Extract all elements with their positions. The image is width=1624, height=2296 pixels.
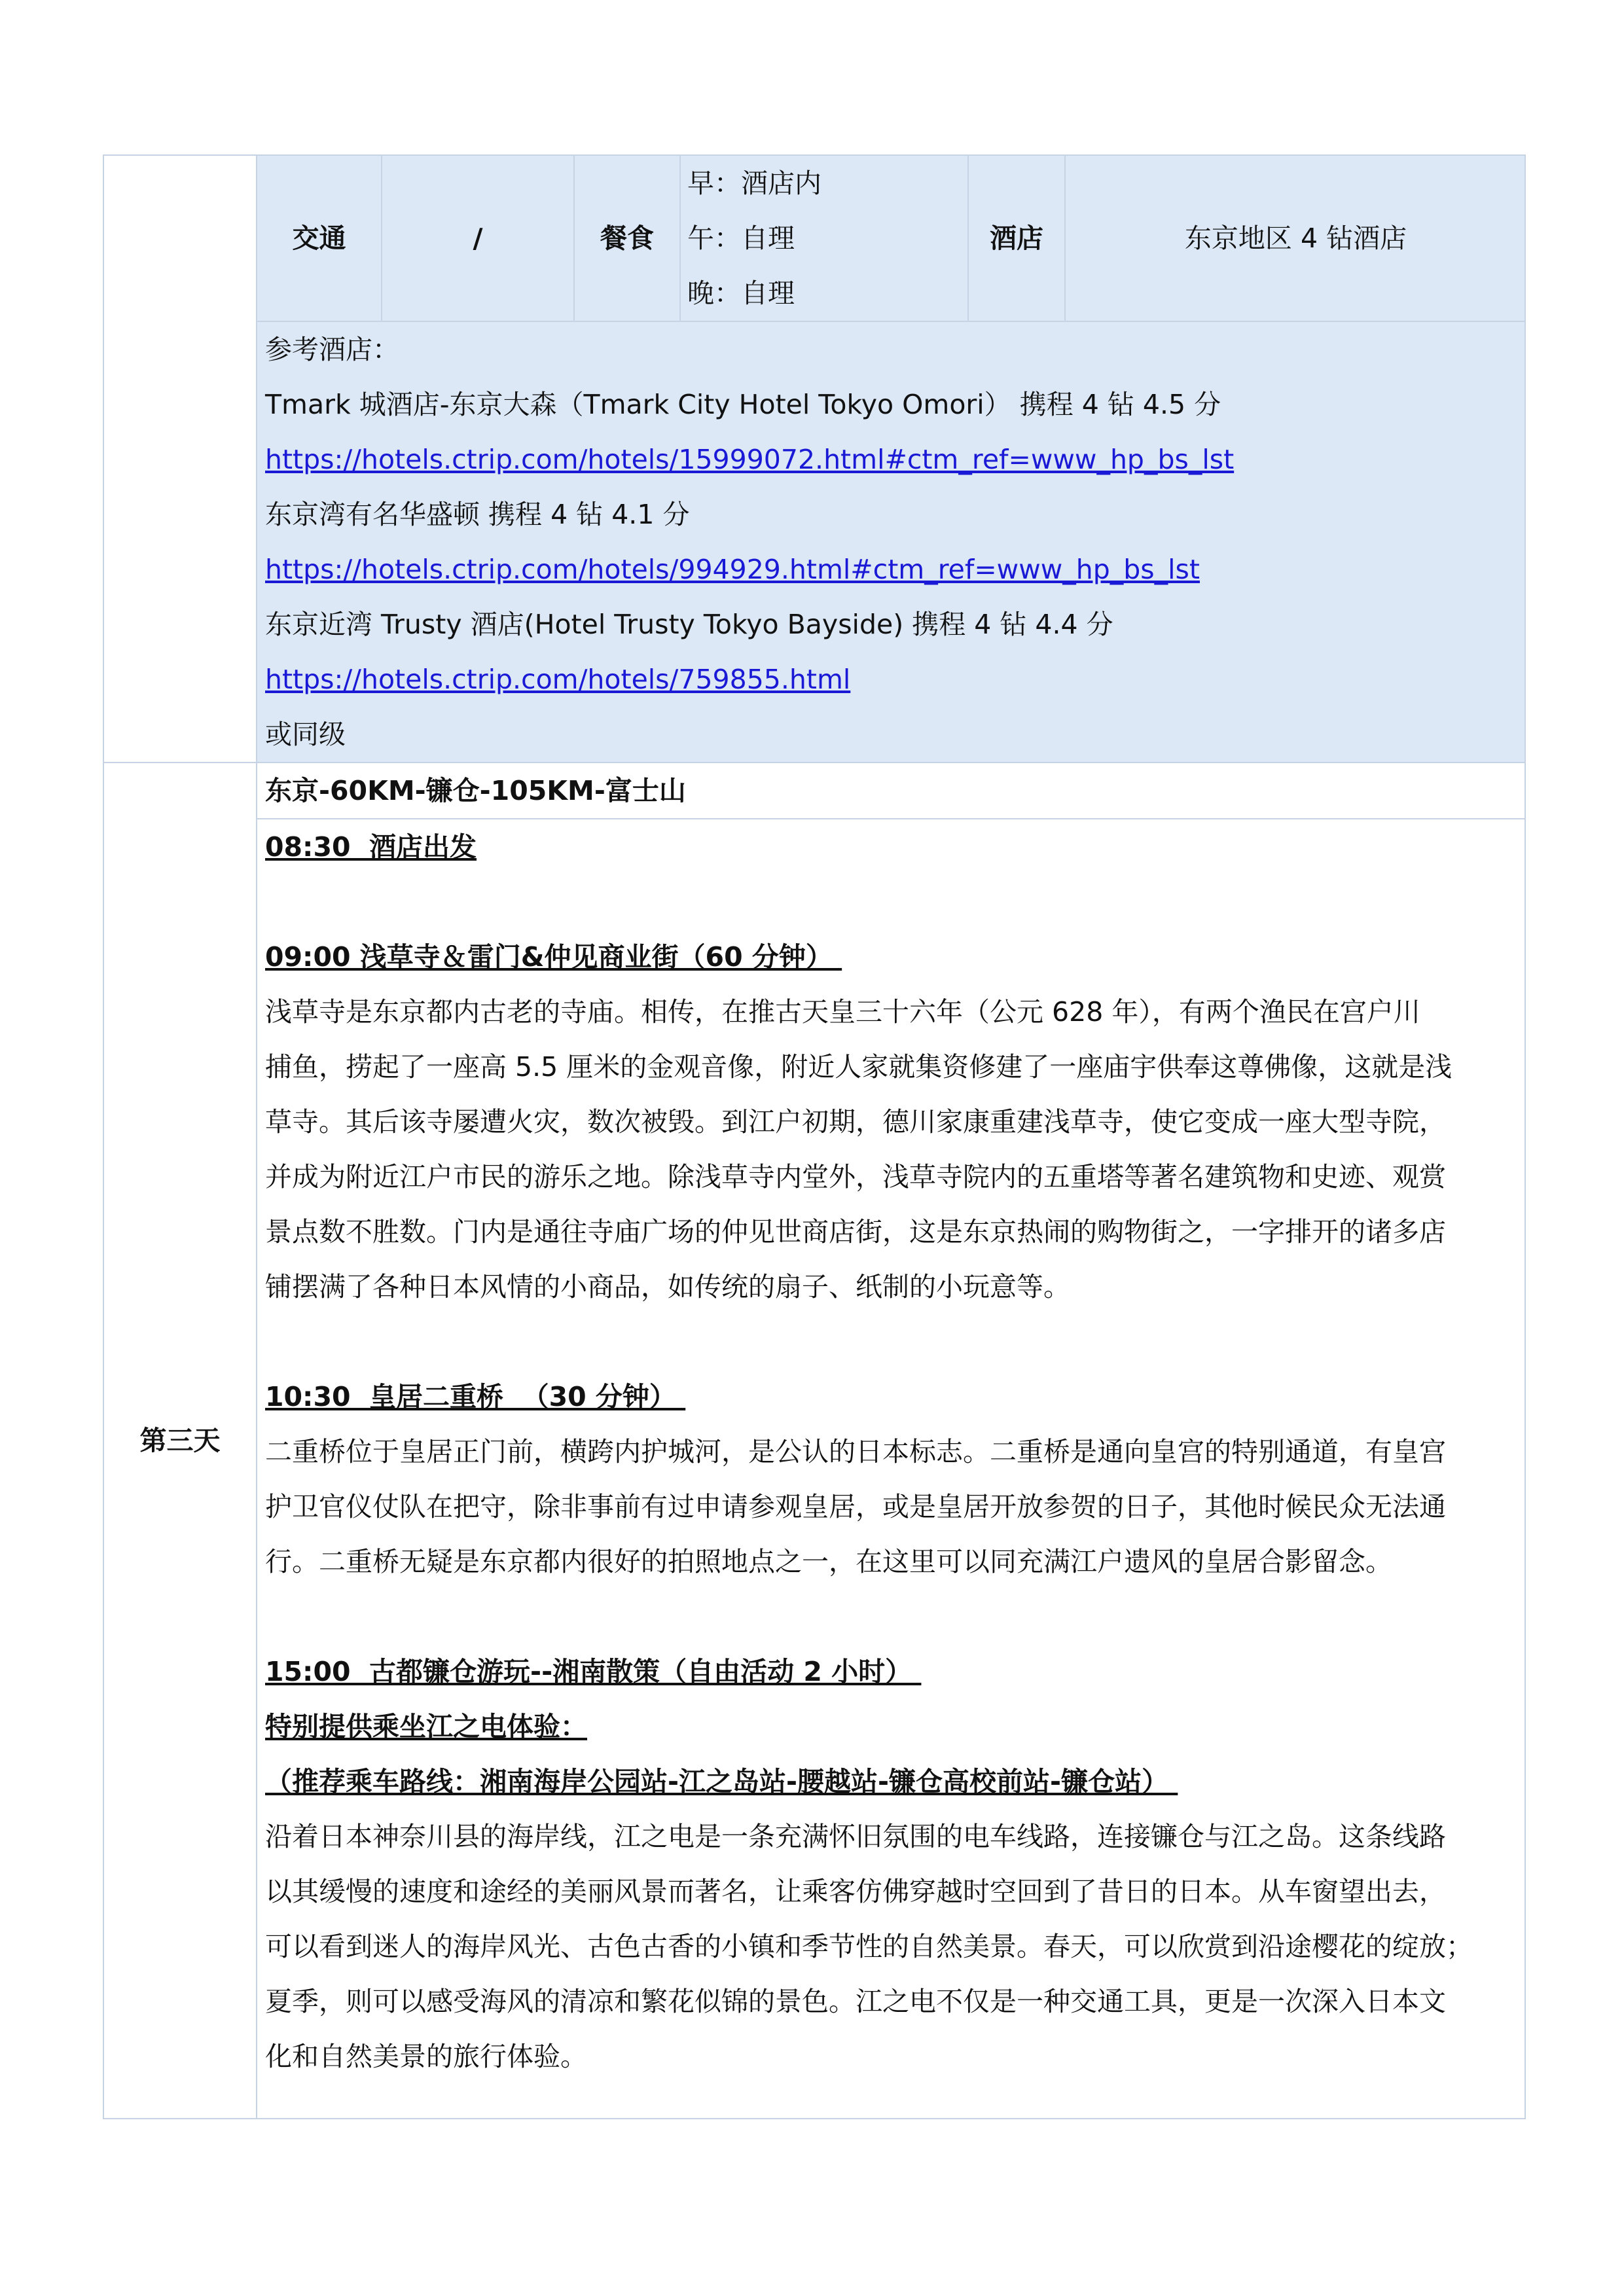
sensoji-line-3: 草寺。其后该寺屡遭火灾，数次被毁。到江户初期，德川家康重建浅草寺，使它变成一座大型寺院， [265,1106,1446,1138]
transport-value: / [382,156,574,321]
departure-title: 08:30 酒店出发 [265,831,477,863]
meals-list [680,156,968,321]
ref-hotel-2: 东京湾有名华盛顿 携程 4 钻 4.1 分 [265,499,690,530]
enoden-line-4: 夏季，则可以感受海风的清凉和繁花似锦的景色。江之电不仅是一种交通工具，更是一次深入日本文 [265,1986,1446,2017]
ref-hotel-3-link[interactable]: https://hotels.ctrip.com/hotels/759855.html [265,664,851,695]
nijubashi-line-3: 行。二重桥无疑是东京都内很好的拍照地点之一，在这里可以同充满江户遗风的皇居合影留念。 [265,1546,1392,1577]
ref-hotels-footer: 或同级 [265,719,346,750]
ref-hotels-row [103,321,1525,762]
ref-hotel-1: Tmark 城酒店-东京大森（Tmark City Hotel Tokyo Omori） 携程 4 钻 4.5 分 [265,389,1221,420]
enoden-line-5: 化和自然美景的旅行体验。 [265,2041,587,2072]
ref-hotel-3: 东京近湾 Trusty 酒店(Hotel Trusty Tokyo Bayside) 携程 4 钻 4.4 分 [265,609,1113,640]
sensoji-line-4: 并成为附近江户市民的游乐之地。除浅草寺内堂外，浅草寺院内的五重塔等著名建筑物和史迹、观赏 [265,1161,1446,1193]
transport-label: 交通 [257,156,382,321]
day2-label-cell [103,155,257,762]
itinerary-table [103,154,1526,2119]
sensoji-line-5: 景点数不胜数。门内是通往寺庙广场的仲见世商店街，这是东京热闹的购物街之，一字排开的诸多店 [265,1216,1446,1247]
service-row [257,155,1525,321]
meals-label: 餐食 [574,156,680,321]
service-table [257,156,1526,321]
kamakura-title: 15:00 古都镰仓游玩--湘南散策（自由活动 2 小时） [265,1656,922,1687]
nijubashi-title: 10:30 皇居二重桥 （30 分钟） [265,1381,686,1412]
nijubashi-line-1: 二重桥位于皇居正门前，横跨内护城河，是公认的日本标志。二重桥是通向皇宫的特别通道，有皇宫 [265,1436,1446,1467]
ref-hotels-cell [257,321,1525,762]
enoden-subtitle: 特别提供乘坐江之电体验： [265,1711,587,1742]
day3-route: 东京-60KM-镰仓-105KM-富士山 [257,763,1525,819]
day2-info-row [103,155,1525,321]
ref-hotels-title: 参考酒店： [265,334,399,365]
hotel-label: 酒店 [968,156,1065,321]
sensoji-title: 09:00 浅草寺＆雷门&仲见商业街（60 分钟） [265,941,842,973]
sensoji-line-2: 捕鱼，捞起了一座高 5.5 厘米的金观音像，附近人家就集资修建了一座庙宇供奉这尊佛像，这就是浅 [265,1051,1453,1083]
meal-dinner: 晚：自理 [687,278,795,309]
enoden-line-1: 沿着日本神奈川县的海岸线，江之电是一条充满怀旧氛围的电车线路，连接镰仓与江之岛。这条线路 [265,1821,1446,1852]
day3-row [103,762,1525,2119]
meal-breakfast: 早：酒店内 [687,168,821,199]
nijubashi-line-2: 护卫官仪仗队在把守，除非事前有过申请参观皇居，或是皇居开放参贺的日子，其他时候民众无法通 [265,1491,1446,1522]
ref-hotel-1-link[interactable]: https://hotels.ctrip.com/hotels/15999072.html#ctm_ref=www_hp_bs_lst [265,444,1235,475]
ref-hotel-2-link[interactable]: https://hotels.ctrip.com/hotels/994929.html#ctm_ref=www_hp_bs_lst [265,554,1200,585]
meal-lunch: 午：自理 [687,223,795,254]
enoden-line-3: 可以看到迷人的海岸风光、古色古香的小镇和季节性的自然美景。春天，可以欣赏到沿途樱花的绽放； [265,1931,1473,1962]
day3-content [257,762,1525,2119]
hotel-value: 东京地区 4 钻酒店 [1184,223,1407,254]
enoden-line-2: 以其缓慢的速度和途经的美丽风景而著名，让乘客仿佛穿越时空回到了昔日的日本。从车窗望出去， [265,1876,1446,1907]
sensoji-line-6: 铺摆满了各种日本风情的小商品，如传统的扇子、纸制的小玩意等。 [265,1271,1070,1302]
sensoji-line-1: 浅草寺是东京都内古老的寺庙。相传，在推古天皇三十六年（公元 628 年），有两个渔民在宫户川 [265,996,1420,1028]
day3-label: 第三天 [103,762,257,2119]
enoden-route: （推荐乘车路线：湘南海岸公园站-江之岛站-腰越站-镰仓高校前站-镰仓站） [265,1766,1178,1797]
